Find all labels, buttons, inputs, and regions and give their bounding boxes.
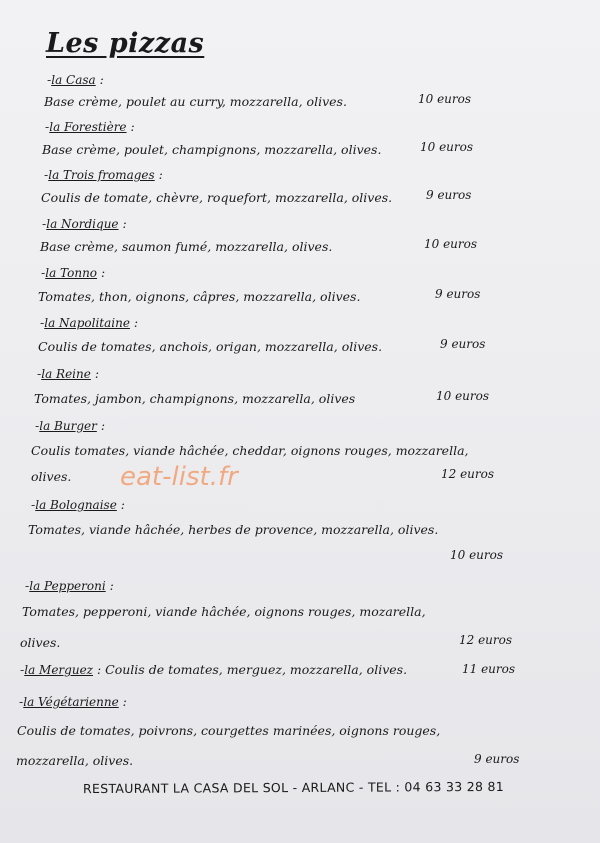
- pizza-desc-tonno: Tomates, thon, oignons, câpres, mozzarella, olives.: [38, 289, 361, 304]
- restaurant-footer: RESTAURANT LA CASA DEL SOL - ARLANC - TEL : 04 63 33 28 81: [82, 778, 505, 797]
- pizza-price-tonno: 9 euros: [435, 287, 481, 301]
- pizza-price-bolognaise: 10 euros: [450, 548, 504, 562]
- pizza-price-reine: 10 euros: [436, 389, 490, 403]
- pizza-name-nordique: -la Nordique :: [42, 216, 127, 231]
- pizza-desc-forestiere: Base crème, poulet, champignons, mozzarella, olives.: [42, 142, 382, 157]
- page-title: Les pizzas: [46, 28, 205, 59]
- pizza-desc-burger: Coulis tomates, viande hâchée, cheddar, oignons rouges, mozzarella,: [31, 443, 469, 458]
- pizza-price-burger: 12 euros: [441, 467, 495, 481]
- pizza-desc-bolognaise: Tomates, viande hâchée, herbes de provence, mozzarella, olives.: [28, 522, 439, 537]
- pizza-desc-merguez: Coulis de tomates, merguez, mozzarella, olives.: [105, 662, 408, 677]
- pizza-price-nordique: 10 euros: [424, 237, 478, 251]
- pizza-name-bolognaise: -la Bolognaise :: [31, 497, 125, 512]
- pizza-name-pepperoni: -la Pepperoni :: [25, 578, 114, 593]
- pizza-price-trois-fromages: 9 euros: [426, 188, 472, 202]
- pizza-desc-vegetarienne-cont: mozzarella, olives.: [16, 753, 134, 768]
- pizza-desc-casa: Base crème, poulet au curry, mozzarella, olives.: [44, 94, 347, 109]
- pizza-desc-napolitaine: Coulis de tomates, anchois, origan, mozzarella, olives.: [38, 339, 383, 354]
- pizza-name-casa: -la Casa :: [47, 72, 104, 87]
- pizza-name-vegetarienne: -la Végétarienne :: [19, 694, 127, 709]
- pizza-desc-trois-fromages: Coulis de tomate, chèvre, roquefort, mozzarella, olives.: [41, 190, 393, 205]
- pizza-desc-vegetarienne: Coulis de tomates, poivrons, courgettes marinées, oignons rouges,: [17, 723, 441, 738]
- pizza-name-trois-fromages: -la Trois fromages :: [44, 167, 163, 182]
- pizza-desc-reine: Tomates, jambon, champignons, mozzarella, olives: [34, 391, 356, 406]
- pizza-desc-burger-cont: olives.: [31, 469, 72, 484]
- pizza-price-pepperoni: 12 euros: [459, 633, 513, 647]
- pizza-name-reine: -la Reine :: [37, 366, 100, 381]
- pizza-price-casa: 10 euros: [418, 92, 472, 106]
- pizza-price-forestiere: 10 euros: [420, 140, 474, 154]
- pizza-name-burger: -la Burger :: [35, 418, 106, 433]
- pizza-desc-pepperoni-cont: olives.: [20, 635, 61, 650]
- pizza-name-forestiere: -la Forestière :: [45, 119, 135, 134]
- pizza-price-merguez: 11 euros: [462, 662, 516, 676]
- watermark: eat-list.fr: [120, 462, 238, 492]
- pizza-merguez: -la Merguez : Coulis de tomates, merguez, mozzarella, olives.: [20, 662, 408, 677]
- pizza-desc-pepperoni: Tomates, pepperoni, viande hâchée, oignons rouges, mozarella,: [22, 604, 426, 619]
- pizza-price-vegetarienne: 9 euros: [474, 752, 520, 766]
- pizza-price-napolitaine: 9 euros: [440, 337, 486, 351]
- pizza-name-napolitaine: -la Napolitaine :: [40, 315, 139, 330]
- pizza-name-tonno: -la Tonno :: [41, 265, 106, 280]
- pizza-desc-nordique: Base crème, saumon fumé, mozzarella, olives.: [40, 239, 333, 254]
